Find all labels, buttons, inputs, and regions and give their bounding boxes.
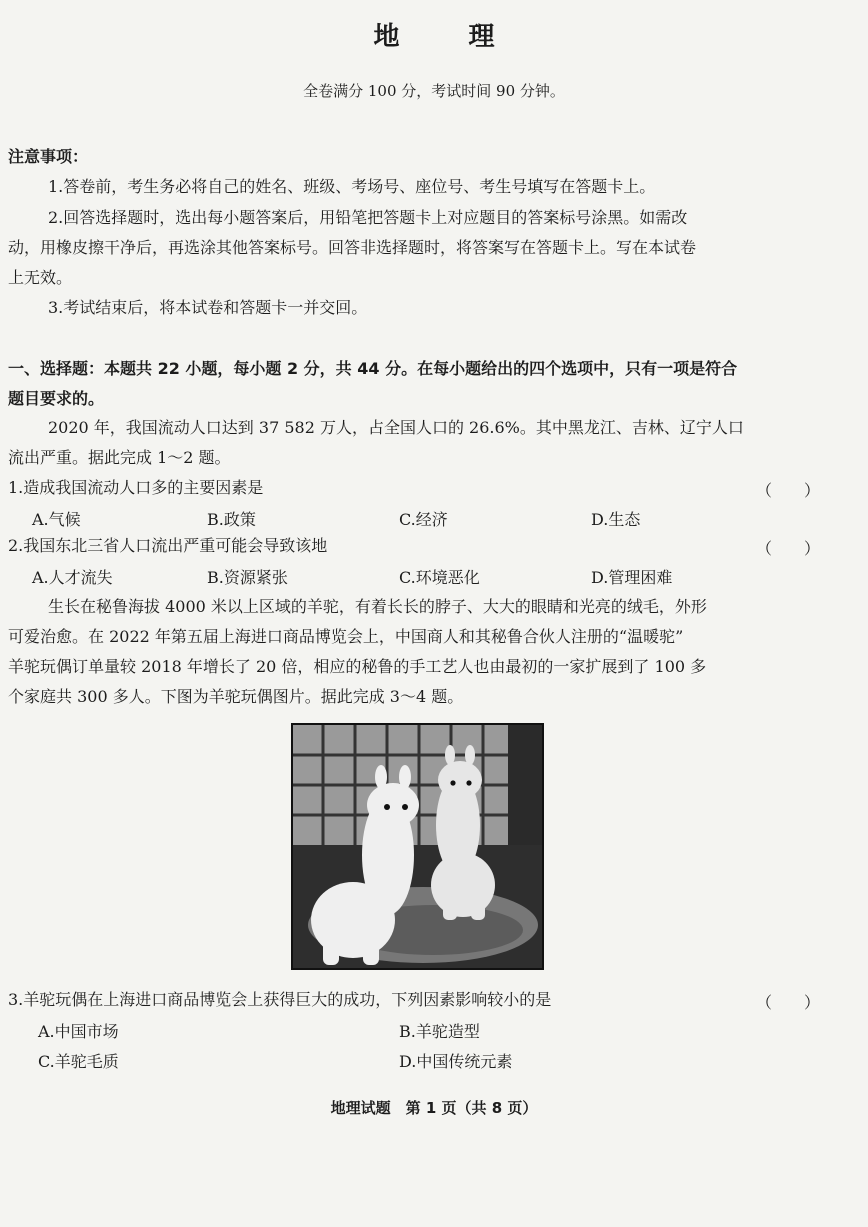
notice-item-2-cont: 动，用橡皮擦干净后，再选涂其他答案标号。回答非选择题时，将答案写在答题卡上。写在本试卷 [8,238,697,257]
passage-2-line-3: 羊驼玩偶订单量较 2018 年增长了 20 倍，相应的秘鲁的手工艺人也由最初的一家扩展到了 100 多 [8,657,707,676]
alpaca-doll-photo [291,723,544,970]
notice-heading: 注意事项： [8,147,89,166]
alpaca-doll-illustration [293,725,542,968]
question-2-option-b: B.资源紧张 [207,568,288,587]
question-1-option-d: D.生态 [591,510,641,529]
page-title: 地 理 [373,22,525,52]
question-2-option-a: A.人才流失 [32,568,113,587]
question-2-option-c: C.环境恶化 [399,568,480,587]
section-heading: 一、选择题：本题共 22 小题，每小题 2 分，共 44 分。在每小题给出的四个选项中，只有一项是符合 [8,359,738,378]
question-3-option-d: D.中国传统元素 [399,1052,513,1071]
question-3-stem: 3.羊驼玩偶在上海进口商品博览会上获得巨大的成功，下列因素影响较小的是 [8,990,552,1009]
question-3-option-c: C.羊驼毛质 [38,1052,119,1071]
passage-1: 2020 年，我国流动人口达到 37 582 万人，占全国人口的 26.6%。其中黑龙江、吉林、辽宁人口 [48,418,744,437]
question-1-stem: 1.造成我国流动人口多的主要因素是 [8,478,264,497]
question-1-answer-paren: （ ） [756,481,821,500]
section-heading-cont: 题目要求的。 [8,389,105,408]
notice-item-2-end: 上无效。 [8,268,73,287]
passage-2-line-2: 可爱治愈。在 2022 年第五届上海进口商品博览会上，中国商人和其秘鲁合伙人注册的“温暖驼” [8,627,684,646]
question-2-answer-paren: （ ） [756,539,821,558]
notice-item-3: 3.考试结束后，将本试卷和答题卡一并交回。 [48,298,368,317]
question-1-option-a: A.气候 [32,510,81,529]
page-subtitle: 全卷满分 100 分，考试时间 90 分钟。 [303,82,565,100]
question-2-option-d: D.管理困难 [591,568,673,587]
question-3-option-a: A.中国市场 [38,1022,119,1041]
passage-1-cont: 流出严重。据此完成 1～2 题。 [8,448,231,467]
question-1-option-c: C.经济 [399,510,448,529]
notice-item-2: 2.回答选择题时，选出每小题答案后，用铅笔把答题卡上对应题目的答案标号涂黑。如需改 [48,208,688,227]
page-footer: 地理试题 第 1 页（共 8 页） [330,1099,538,1117]
notice-item-1: 1.答卷前，考生务必将自己的姓名、班级、考场号、座位号、考生号填写在答题卡上。 [48,177,656,196]
passage-2-line-1: 生长在秘鲁海拔 4000 米以上区域的羊驼，有着长长的脖子、大大的眼睛和光亮的绒毛，外形 [48,597,707,616]
question-3-option-b: B.羊驼造型 [399,1022,480,1041]
question-1-option-b: B.政策 [207,510,256,529]
question-2-stem: 2.我国东北三省人口流出严重可能会导致该地 [8,536,328,555]
question-3-answer-paren: （ ） [756,993,821,1012]
passage-2-line-4: 个家庭共 300 多人。下图为羊驼玩偶图片。据此完成 3～4 题。 [8,687,464,706]
